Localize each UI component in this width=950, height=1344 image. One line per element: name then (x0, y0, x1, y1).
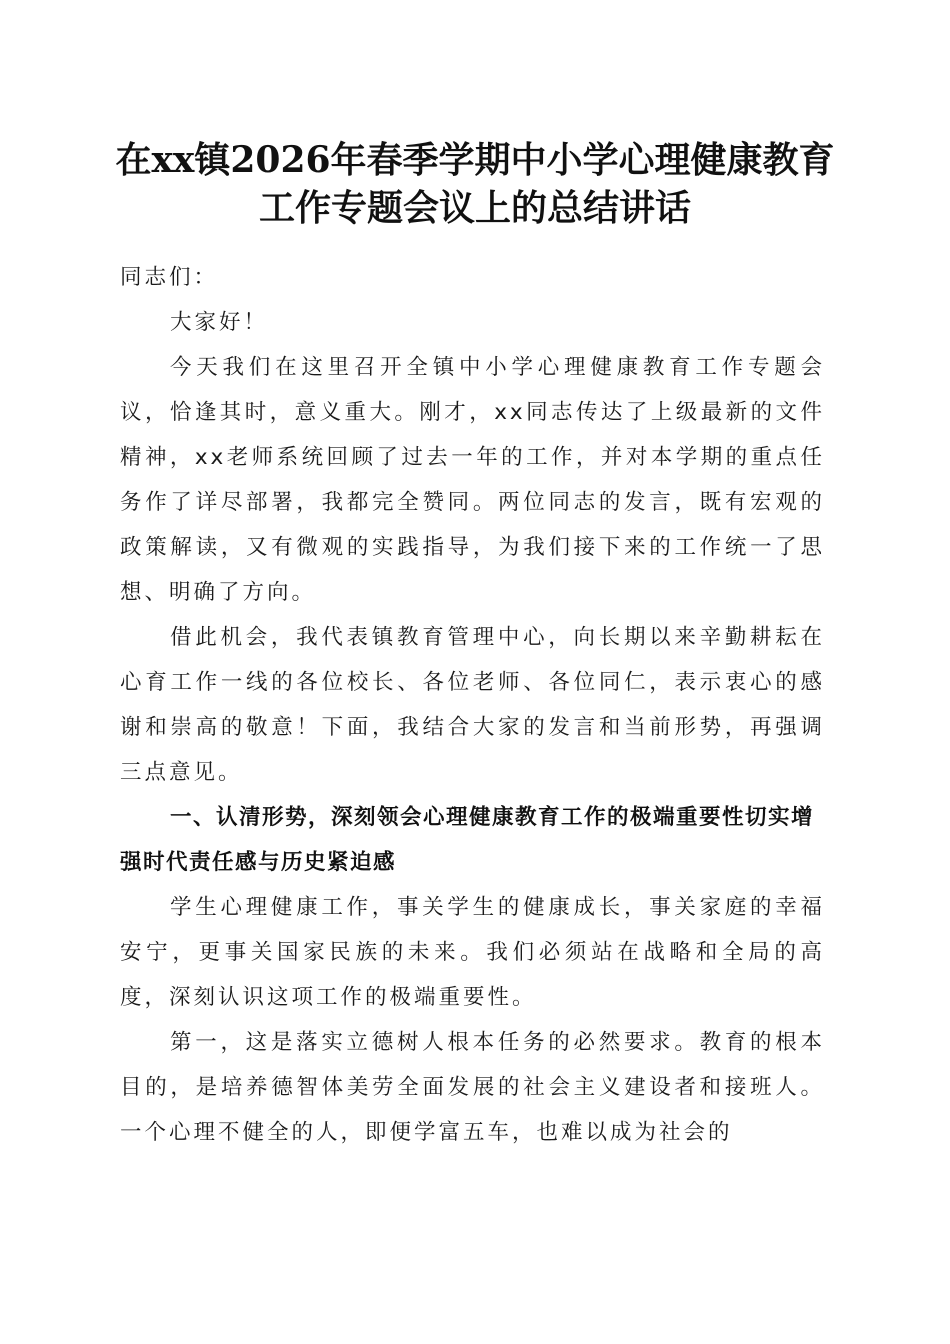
greeting: 大家好！ (170, 310, 269, 335)
title-line-2: 工作专题会议上的总结讲话 (258, 187, 691, 229)
body-paragraph: 借此机会，我代表镇教育管理中心，向长期以来辛勤耕耘在心育工作一线的各位校长、各位老师、各位同仁，表示衷心的感谢和崇高的敬意！下面，我结合大家的发言和当前形势，再强调三点意见。 (120, 625, 825, 785)
document-body (120, 255, 825, 1155)
title-line-1: 在xx镇2026年春季学期中小学心理健康教育 (115, 139, 835, 181)
body-paragraph: 学生心理健康工作，事关学生的健康成长，事关家庭的幸福安宁，更事关国家民族的未来。我们必须站在战略和全局的高度，深刻认识这项工作的极端重要性。 (120, 895, 825, 1010)
section-heading: 一、认清形势，深刻领会心理健康教育工作的极端重要性切实增强时代责任感与历史紧迫感 (120, 805, 815, 875)
body-paragraph: 第一，这是落实立德树人根本任务的必然要求。教育的根本目的，是培养德智体美劳全面发展的社会主义建设者和接班人。一个心理不健全的人，即便学富五车，也难以成为社会的 (120, 1030, 825, 1145)
salutation: 同志们： (120, 265, 219, 290)
document-title (100, 136, 850, 232)
body-paragraph: 今天我们在这里召开全镇中小学心理健康教育工作专题会议，恰逢其时，意义重大。刚才，xx同志传达了上级最新的文件精神，xx老师系统回顾了过去一年的工作，并对本学期的重点任务作了详尽部署，我都完全赞同。两位同志的发言，既有宏观的政策解读，又有微观的实践指导，为我们接下来的工作统一了思想、明确了方向。 (120, 355, 825, 605)
